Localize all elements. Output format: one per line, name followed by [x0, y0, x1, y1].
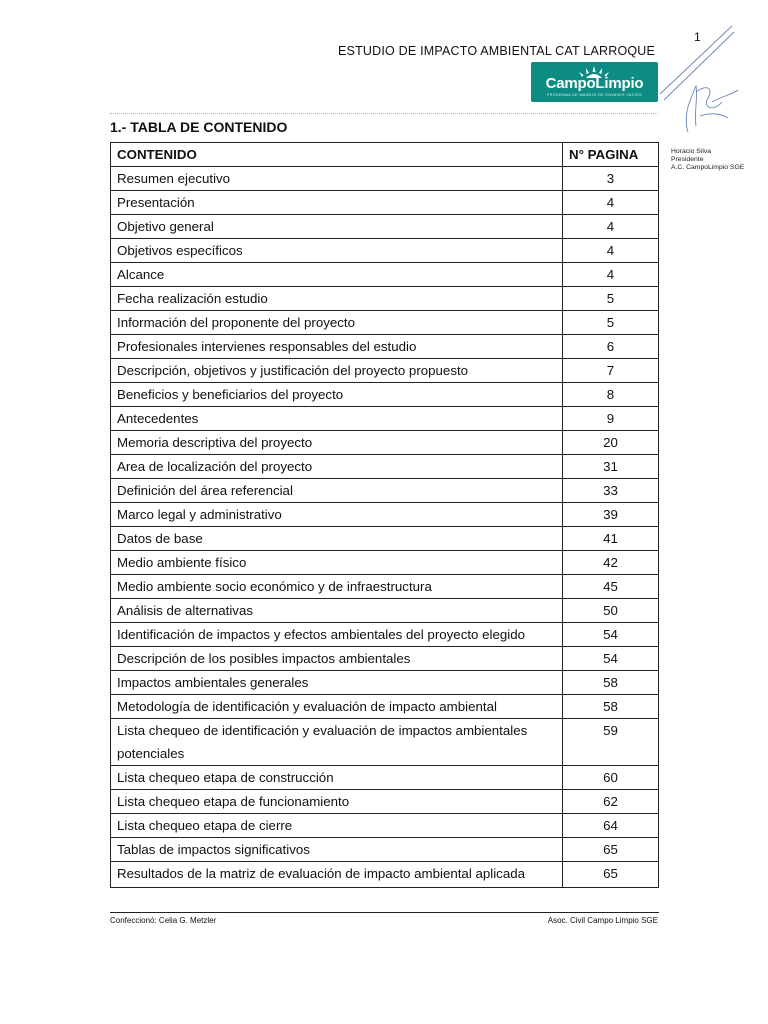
row-content: Lista chequeo de identificación y evaluación de impactos ambientales potenciales	[111, 719, 563, 766]
row-content: Metodología de identificación y evaluación de impacto ambiental	[111, 695, 563, 719]
header-page: N° PAGINA	[563, 143, 659, 167]
header-content: CONTENIDO	[111, 143, 563, 167]
table-row	[111, 599, 659, 623]
table-row	[111, 167, 659, 191]
row-content: Resultados de la matriz de evaluación de impacto ambiental aplicada	[111, 862, 563, 888]
footer-organization: Asoc. Civil Campo Limpio SGE	[547, 916, 658, 925]
table-row	[111, 503, 659, 527]
table-row	[111, 695, 659, 719]
row-page: 6	[563, 335, 659, 359]
row-page: 58	[563, 671, 659, 695]
table-row	[111, 335, 659, 359]
row-content: Análisis de alternativas	[111, 599, 563, 623]
table-row	[111, 527, 659, 551]
row-content: Descripción de los posibles impactos ambientales	[111, 647, 563, 671]
row-page: 58	[563, 695, 659, 719]
row-page: 54	[563, 647, 659, 671]
row-page: 50	[563, 599, 659, 623]
row-content: Marco legal y administrativo	[111, 503, 563, 527]
row-page: 7	[563, 359, 659, 383]
table-header-row	[111, 143, 659, 167]
table-row	[111, 647, 659, 671]
row-content: Memoria descriptiva del proyecto	[111, 431, 563, 455]
row-page: 42	[563, 551, 659, 575]
signature-icon	[652, 22, 742, 147]
table-row	[111, 311, 659, 335]
row-page: 20	[563, 431, 659, 455]
header-divider	[110, 113, 658, 114]
row-content: Resumen ejecutivo	[111, 167, 563, 191]
row-content: Objetivo general	[111, 215, 563, 239]
signer-org: A.C. CampoLimpio SGE	[671, 164, 745, 171]
row-content: Antecedentes	[111, 407, 563, 431]
row-content: Alcance	[111, 263, 563, 287]
logo-subtitle: PROGRAMA DE MANEJO DE ENVASES VACÍOS	[546, 93, 643, 97]
row-page: 3	[563, 167, 659, 191]
logo-text: CampoLimpio	[545, 75, 644, 92]
row-content: Impactos ambientales generales	[111, 671, 563, 695]
table-row	[111, 551, 659, 575]
signer-role: Presidente	[671, 156, 704, 163]
row-content: Objetivos específicos	[111, 239, 563, 263]
row-content: Area de localización del proyecto	[111, 455, 563, 479]
table-row	[111, 623, 659, 647]
table-row	[111, 359, 659, 383]
signer-name: Horacio Silva	[671, 148, 712, 155]
campolimpio-logo	[531, 62, 658, 102]
row-content: Lista chequeo etapa de funcionamiento	[111, 790, 563, 814]
row-content: Tablas de impactos significativos	[111, 838, 563, 862]
row-page: 62	[563, 790, 659, 814]
footer-author: Confeccionó: Celia G. Metzler	[110, 916, 217, 925]
row-content: Datos de base	[111, 527, 563, 551]
row-page: 54	[563, 623, 659, 647]
section-title: 1.- TABLA DE CONTENIDO	[110, 119, 288, 135]
table-of-contents	[110, 142, 659, 888]
table-row	[111, 407, 659, 431]
row-page: 5	[563, 287, 659, 311]
row-page: 4	[563, 239, 659, 263]
table-row	[111, 383, 659, 407]
row-page: 4	[563, 191, 659, 215]
row-content: Descripción, objetivos y justificación del proyecto propuesto	[111, 359, 563, 383]
signature-caption	[671, 148, 744, 172]
page-number: 1	[694, 30, 701, 44]
table-row	[111, 814, 659, 838]
table-row	[111, 287, 659, 311]
table-row	[111, 766, 659, 790]
row-page: 9	[563, 407, 659, 431]
table-row	[111, 215, 659, 239]
row-page: 4	[563, 263, 659, 287]
table-row	[111, 838, 659, 862]
table-row	[111, 263, 659, 287]
table-row	[111, 862, 659, 888]
table-row	[111, 479, 659, 503]
row-content: Profesionales intervienes responsables del estudio	[111, 335, 563, 359]
row-page: 5	[563, 311, 659, 335]
table-row	[111, 455, 659, 479]
row-page: 65	[563, 862, 659, 888]
row-page: 33	[563, 479, 659, 503]
row-content: Fecha realización estudio	[111, 287, 563, 311]
footer-divider	[110, 912, 659, 913]
row-page: 45	[563, 575, 659, 599]
row-content: Beneficios y beneficiarios del proyecto	[111, 383, 563, 407]
row-page: 41	[563, 527, 659, 551]
table-row	[111, 671, 659, 695]
row-page: 31	[563, 455, 659, 479]
table-row	[111, 719, 659, 766]
table-row	[111, 239, 659, 263]
row-page: 4	[563, 215, 659, 239]
row-content: Presentación	[111, 191, 563, 215]
table-row	[111, 191, 659, 215]
row-content: Lista chequeo etapa de cierre	[111, 814, 563, 838]
table-row	[111, 431, 659, 455]
row-page: 8	[563, 383, 659, 407]
row-page: 64	[563, 814, 659, 838]
row-content: Medio ambiente socio económico y de infraestructura	[111, 575, 563, 599]
row-content: Lista chequeo etapa de construcción	[111, 766, 563, 790]
row-page: 39	[563, 503, 659, 527]
table-body	[111, 167, 659, 888]
row-page: 59	[563, 719, 659, 766]
row-content: Definición del área referencial	[111, 479, 563, 503]
document-title: ESTUDIO DE IMPACTO AMBIENTAL CAT LARROQUE	[338, 44, 656, 58]
row-content: Información del proponente del proyecto	[111, 311, 563, 335]
row-content: Medio ambiente físico	[111, 551, 563, 575]
table-row	[111, 790, 659, 814]
table-row	[111, 575, 659, 599]
row-page: 65	[563, 838, 659, 862]
row-content: Identificación de impactos y efectos ambientales del proyecto elegido	[111, 623, 563, 647]
row-page: 60	[563, 766, 659, 790]
